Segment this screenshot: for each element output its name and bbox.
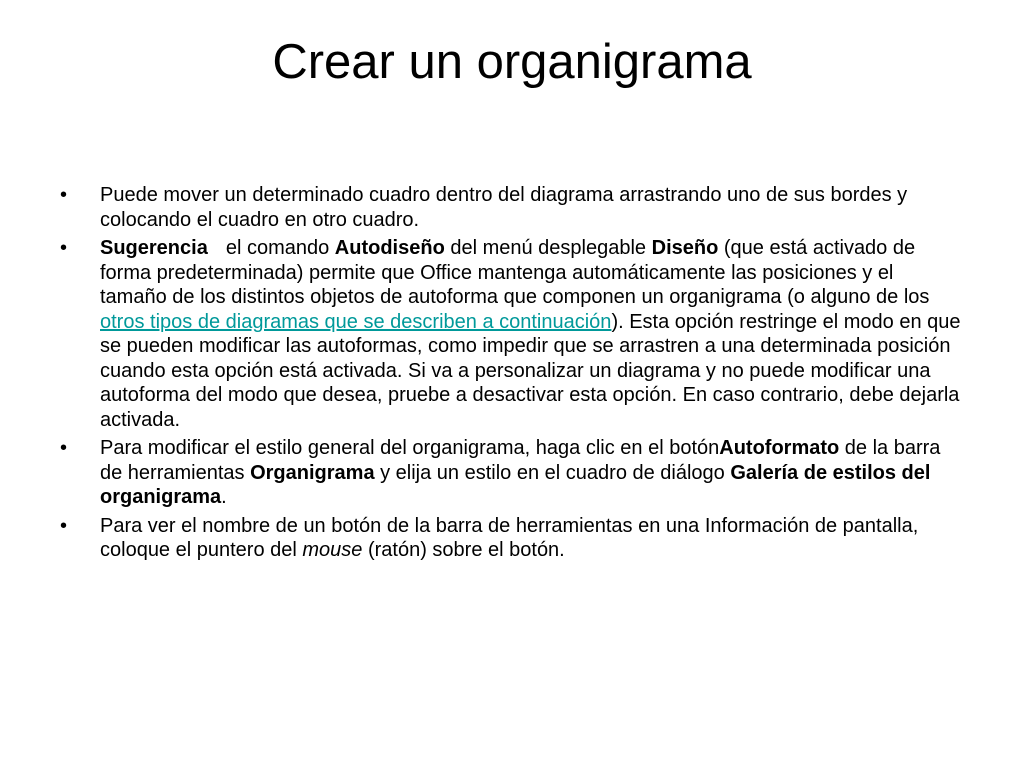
bullet-item-sugerencia — [60, 236, 965, 432]
bullet-bold-term: Diseño — [651, 237, 719, 259]
bullet-text: (que está activado de forma predeterminada) permite que Office mantenga automáticamente las posiciones y el tamaño de los distintos objetos de autoforma que componen un organigrama (o alguno de los — [100, 237, 930, 308]
bullet-item-autoformato — [60, 436, 965, 510]
bullet-bold-term: Autoformato — [719, 437, 840, 459]
bullet-text: y elija un estilo en el cuadro de diálogo — [374, 461, 731, 484]
diagram-types-link[interactable]: otros tipos de diagramas que se describen a continuación — [100, 310, 612, 333]
bullet-text: Puede mover un determinado cuadro dentro del diagrama arrastrando uno de sus bordes y colocando el cuadro en otro cuadro. — [100, 184, 908, 231]
bullet-lead-label: Sugerencia — [100, 237, 208, 259]
bullet-item-move-box — [60, 183, 965, 232]
bullet-italic-term: mouse — [302, 539, 363, 561]
bullet-marker: • — [60, 437, 68, 459]
bullet-bold-term: Galería de estilos del organigrama — [100, 461, 931, 508]
bullet-text: Para modificar el estilo general del organigrama, haga clic en el botón — [100, 437, 720, 459]
bullet-text: (ratón) sobre el botón. — [362, 539, 565, 561]
bullet-text: Para ver el nombre de un botón de la barra de herramientas en una Información de pantalla, coloque el puntero del — [100, 514, 919, 561]
bullet-bold-term: Organigrama — [250, 461, 375, 484]
bullet-marker: • — [60, 184, 68, 206]
bullet-bold-term: Autodiseño — [334, 237, 445, 259]
bullet-text: . — [221, 486, 227, 508]
bullet-marker: • — [60, 514, 68, 537]
bullet-item-tooltip — [60, 514, 965, 563]
bullet-marker: • — [60, 237, 68, 259]
slide-title: Crear un organigrama — [272, 35, 752, 89]
bullet-text: del menú desplegable — [444, 237, 652, 259]
bullet-text: de la barra de herramientas — [100, 437, 941, 484]
bullet-text: ). Esta opción restringe el modo en que se pueden modificar las autoformas, como impedir que se arrastren a una determinada posición cuando esta opción está activada. Si va a personalizar un diagrama y no puede modificar una autoforma del modo que desea, pruebe a desactivar esta opción. En caso contrario, debe dejarla activada. — [100, 310, 961, 431]
bullet-list — [60, 183, 965, 567]
bullet-text: el comando — [225, 237, 335, 259]
